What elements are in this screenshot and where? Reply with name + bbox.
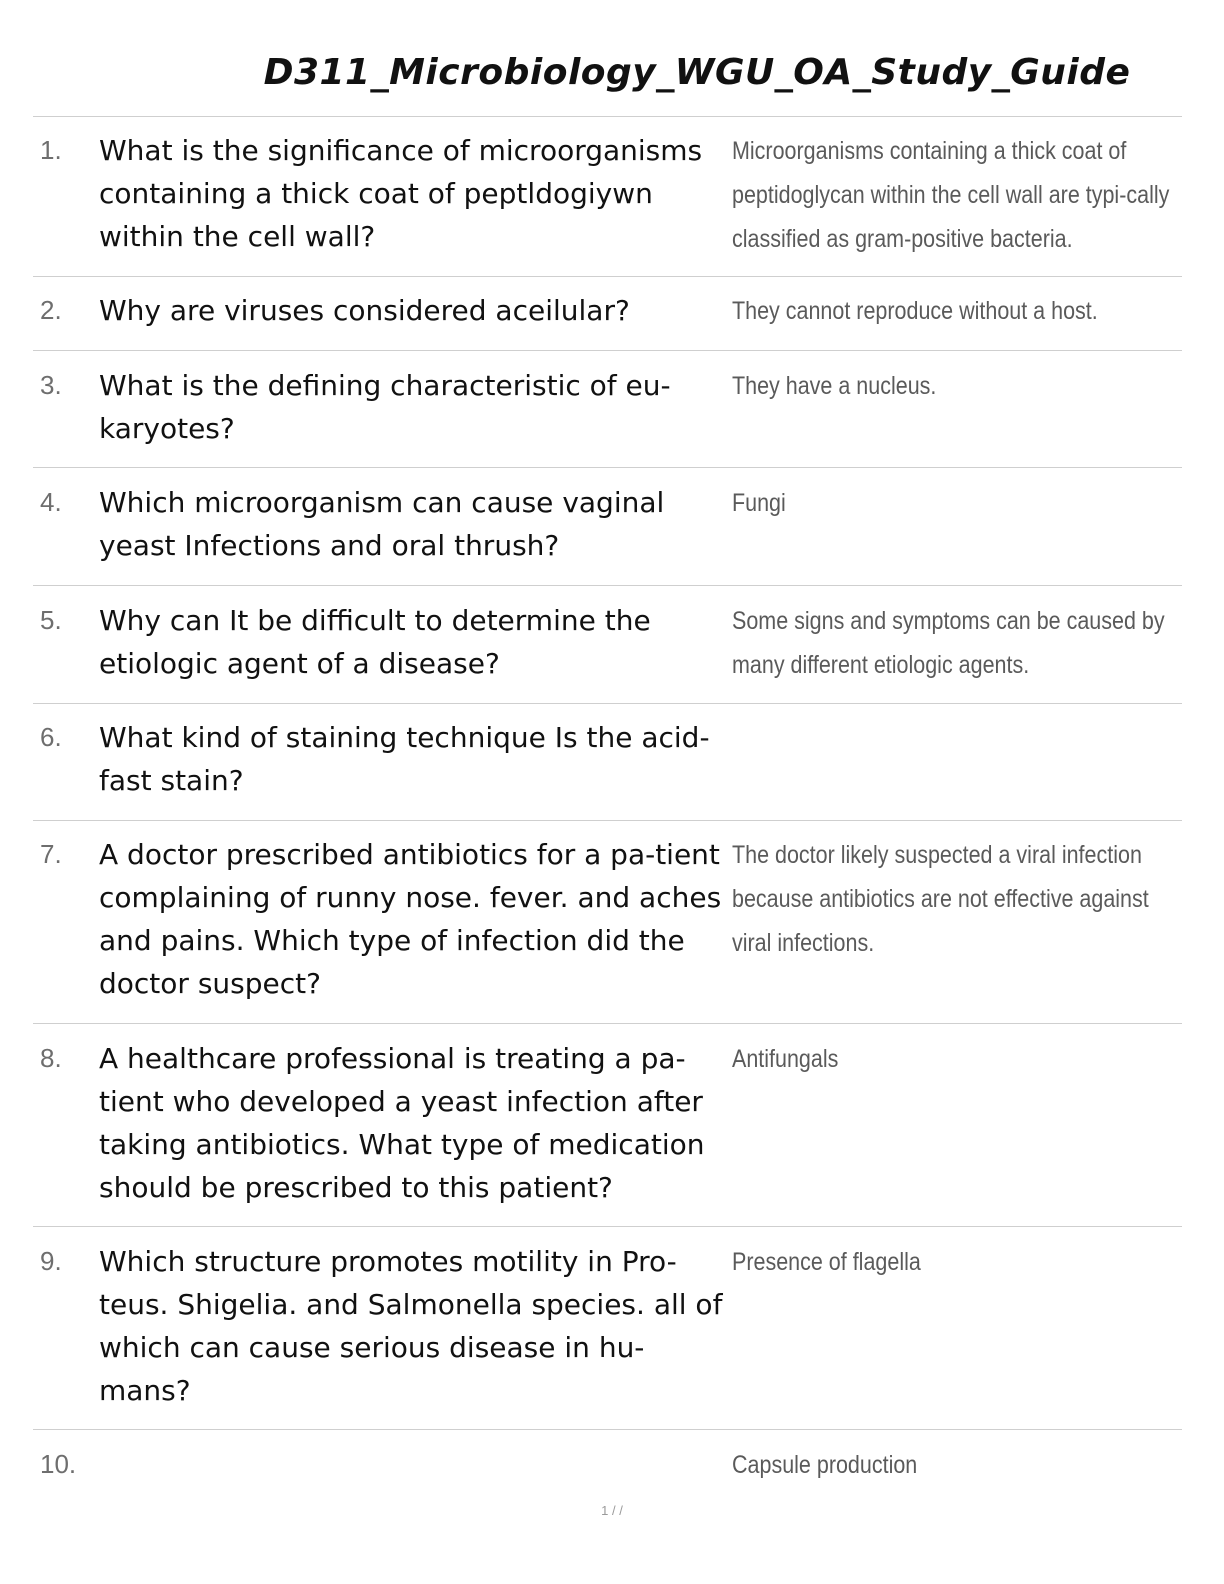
answer-text: Capsule production: [732, 1451, 918, 1479]
question-text: What is the significance of microorganisms containing a thick coat of peptldogiywn within the cell wall?: [99, 134, 703, 253]
question-text: Which microorganism can cause vaginal yeast Infections and oral thrush?: [99, 486, 665, 562]
question-number: 8.: [40, 1043, 62, 1073]
divider: [33, 1429, 1182, 1430]
answer-text: Some signs and symptoms can be caused by many different etiologic agents.: [732, 607, 1165, 679]
divider: [33, 467, 1182, 468]
question-text: Why are viruses considered aceilular?: [99, 294, 630, 327]
question-number: 7.: [40, 839, 62, 869]
question-number: 9.: [40, 1246, 62, 1276]
question-text: Which structure promotes motility in Pro-teus. Shigelia. and Salmonella species. all of which can cause serious disease in hu-mans?: [99, 1245, 723, 1407]
question-number: 1.: [40, 135, 62, 165]
divider: [33, 1226, 1182, 1227]
question-text: A doctor prescribed antibiotics for a pa-tient complaining of runny nose. fever. and aches and pains. Which type of infection did the doctor suspect?: [99, 838, 722, 1000]
divider: [33, 703, 1182, 704]
question-number: 2.: [40, 295, 62, 325]
divider: [33, 820, 1182, 821]
answer-text: Antifungals: [732, 1045, 839, 1073]
question-number: 10.: [40, 1449, 77, 1479]
divider: [33, 1023, 1182, 1024]
question-number: 6.: [40, 722, 62, 752]
divider: [33, 585, 1182, 586]
question-text: What is the defining characteristic of eu-karyotes?: [99, 369, 671, 445]
answer-text: Presence of flagella: [732, 1248, 921, 1276]
answer-text: They cannot reproduce without a host.: [732, 297, 1098, 325]
answer-text: Fungi: [732, 489, 786, 517]
question-text: What kind of staining technique Is the acid-fast stain?: [99, 721, 710, 797]
divider: [33, 350, 1182, 351]
page-number: 1 / /: [601, 1503, 623, 1518]
answer-text: The doctor likely suspected a viral infection because antibiotics are not effective against viral infections.: [732, 841, 1149, 957]
question-number: 4.: [40, 487, 62, 517]
answer-text: Microorganisms containing a thick coat of peptidoglycan within the cell wall are typi-cally classified as gram-positive bacteria.: [732, 137, 1170, 253]
question-text: A healthcare professional is treating a pa-tient who developed a yeast infection after taking antibiotics. What type of medication should be prescribed to this patient?: [99, 1042, 705, 1204]
question-number: 5.: [40, 605, 62, 635]
question-text: Why can It be difficult to determine the etiologic agent of a disease?: [99, 604, 651, 680]
page-title: D311_Microbiology_WGU_OA_Study_Guide: [263, 52, 1131, 93]
divider: [33, 116, 1182, 117]
question-number: 3.: [40, 370, 62, 400]
answer-text: They have a nucleus.: [732, 372, 937, 400]
divider: [33, 276, 1182, 277]
